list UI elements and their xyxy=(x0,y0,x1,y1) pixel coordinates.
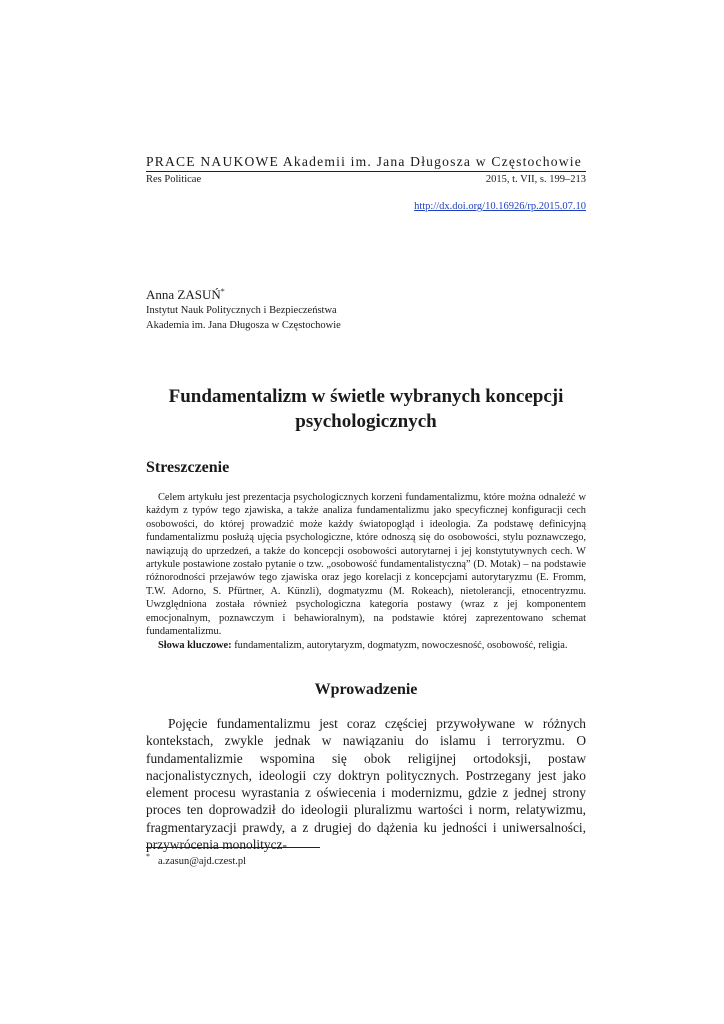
author-affiliation-institute: Instytut Nauk Politycznych i Bezpieczeństwa xyxy=(146,305,337,316)
abstract-heading: Streszczenie xyxy=(146,459,230,476)
author-footnote-marker: * xyxy=(220,287,225,296)
doi-link[interactable]: http://dx.doi.org/10.16926/rp.2015.07.10 xyxy=(414,201,586,212)
author-name xyxy=(146,287,225,303)
abstract-text: Celem artykułu jest prezentacja psychologicznych korzeni fundamentalizmu, które można odnaleźć w każdym z typów tego zjawiska, a także analiza fundamentalizmu jako specyficznej konfiguracji cech osobowości, do której prowadzić może każdy światopogląd i ideologia. Za podstawę definicyjną fundamentalizmu posłużą ujęcia psychologiczne, które odnoszą się do osobowości, stylu poznawczego, nawiązują do uprzedzeń, a także do koncepcji osobowości autorytarnej i jej konstytutywnych cech. W artykule postawione zostało pytanie o tzw. „osobowość fundamentalistyczną” (D. Motak) – na podstawie różnorodności przejawów tego zjawiska oraz jego korelacji z koncepcjami autorytaryzmu (E. Fromm, T.W. Adorno, S. Pfürtner, A. Künzli), dogmatyzmu (M. Rokeach), nietolerancji, etnocentryzmu. Uwzględniona została również psychologiczna kategoria postawy (wraz z jej komponentem emocjonalnym, poznawczym i behawioralnym), na podstawie której zaprezentowano schemat fundamentalizmu. xyxy=(146,492,586,638)
header-rule xyxy=(146,171,586,172)
introduction-heading: Wprowadzenie xyxy=(314,681,418,698)
introduction-paragraph: Pojęcie fundamentalizmu jest coraz częściej przywoływane w różnych kontekstach, zwykle jednak w nawiązaniu do islamu i terroryzmu. O fundamentalizmie wspomina się obok religijnej ortodoksji, postaw nacjonalistycznych, ideologii czy doktryn politycznych. Postrzegany jest jako element procesu wyrastania z oświecenia i modernizmu, gdzie z jednej strony proces ten doprowadził do ideologii pluralizmu wartości i norm, relatywizmu, fragmentaryzacji prawdy, a z drugiej do dążenia ku jedności i uniwersalności, przywrócenia monolitycz- xyxy=(146,716,586,853)
author-name-text: Anna ZASUŃ xyxy=(146,287,221,302)
keywords xyxy=(146,639,586,652)
volume-info: 2015, t. VII, s. 199–213 xyxy=(485,174,586,185)
author-affiliation-university: Akademia im. Jana Długosza w Częstochowie xyxy=(146,320,341,331)
footnote-rule xyxy=(146,847,320,848)
journal-title: PRACE NAUKOWE Akademii im. Jana Długosza w Częstochowie xyxy=(146,154,582,169)
footnote-email: a.zasun@ajd.czest.pl xyxy=(158,856,247,867)
keywords-list: fundamentalizm, autorytaryzm, dogmatyzm, nowoczesność, osobowość, religia. xyxy=(234,640,568,651)
series-name: Res Politicae xyxy=(146,174,202,185)
footnote-marker: * xyxy=(146,852,150,861)
article-title: Fundamentalizm w świetle wybranych koncepcji psychologicznych xyxy=(168,386,564,432)
keywords-label: Słowa kluczowe: xyxy=(158,640,232,651)
